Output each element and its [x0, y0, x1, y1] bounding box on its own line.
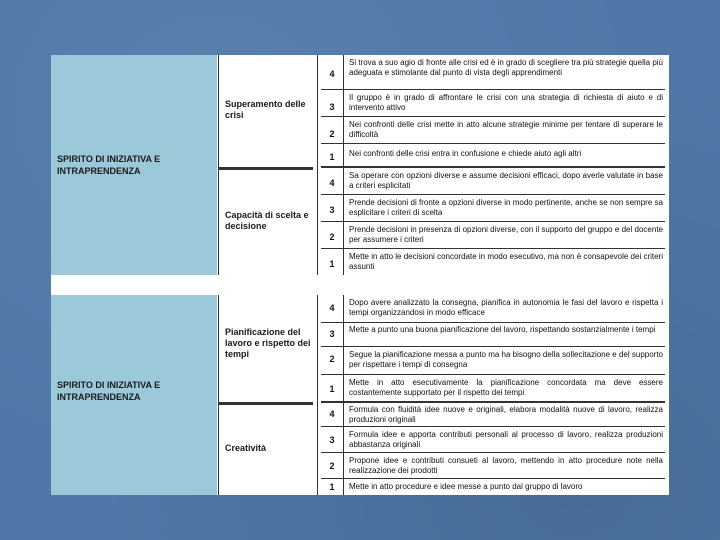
level-description: Si trova a suo agio di fronte alle crisi ed è in grado di scegliere tra più strategie quella più adeguata e stimolante dal punto di vista degli apprendimenti [349, 58, 663, 77]
level-description: Nei confronti delle crisi mette in atto alcune strategie minime per tentare di superare le difficoltà [349, 120, 663, 139]
level-number: 3 [329, 205, 335, 215]
criterion-cell [219, 168, 313, 275]
column-divider [317, 55, 318, 275]
level-number: 2 [329, 232, 335, 242]
area-column [51, 55, 217, 275]
level-row [321, 479, 665, 495]
level-number: 3 [329, 435, 335, 445]
criterion-cell [219, 55, 313, 168]
criterion-cell [219, 403, 313, 495]
level-description: Mette in atto procedure e idee messe a punto dal gruppo di lavoro [349, 482, 583, 491]
level-row [321, 427, 665, 453]
level-number: 1 [329, 482, 335, 492]
level-number: 1 [329, 259, 335, 269]
level-row [321, 347, 665, 375]
level-number: 4 [329, 303, 335, 313]
column-divider [317, 295, 318, 495]
criterion-label: Creatività [225, 443, 267, 453]
level-description: Segue la pianificazione messa a punto ma ha bisogno della sollecitazione e del supporto per rispettare i tempi di consegna [349, 350, 663, 369]
rubric-block-1 [51, 55, 669, 275]
level-row [321, 90, 665, 117]
level-number: 4 [329, 409, 335, 419]
level-description: Dopo avere analizzato la consegna, pianifica in autonomia le fasi del lavoro e rispetta i tempi organizzandosi in modo efficace [349, 298, 663, 317]
level-row [321, 375, 665, 403]
level-number: 1 [329, 384, 335, 394]
level-row [321, 222, 665, 249]
level-description: Mette a punto una buona pianificazione del lavoro, rispettando sostanzialmente i tempi [349, 325, 656, 334]
level-row [321, 323, 665, 347]
rubric-sheet [51, 55, 669, 495]
level-description: Mette in atto le decisioni concordate in modo esecutivo, ma non è consapevole dei criteri assunti [349, 252, 663, 271]
level-number: 2 [329, 354, 335, 364]
level-description: Sa operare con opzioni diverse e assume decisioni efficaci, dopo averle valutate in base a criteri esplicitati [349, 171, 663, 190]
level-number: 2 [329, 129, 335, 139]
level-description: Formula con fluidità idee nuove e originali, elabora modalità nuove di lavoro, realizza produzioni originali [349, 405, 663, 424]
level-row [321, 295, 665, 323]
level-description: Il gruppo è in grado di affrontare le crisi con una strategia di richiesta di aiuto e di intervento attivo [349, 93, 663, 112]
level-row [321, 144, 665, 168]
level-row [321, 55, 665, 90]
area-label: SPIRITO DI INIZIATIVA E INTRAPRENDENZA [57, 154, 161, 176]
level-number: 1 [329, 152, 335, 162]
level-row [321, 195, 665, 222]
criterion-cell [219, 295, 313, 403]
criterion-label: Pianificazione del lavoro e rispetto dei tempi [225, 327, 311, 359]
area-column [51, 295, 217, 495]
level-number: 4 [329, 69, 335, 79]
level-description: Prende decisioni in presenza di opzioni diverse, con il supporto del gruppo e del docente per assumere i criteri [349, 225, 663, 244]
level-description: Mette in atto esecutivamente la pianificazione concordata ma deve essere costantemente supportato per il rispetto dei tempi [349, 378, 663, 397]
level-description: Formula idee e apporta contributi personali al processo di lavoro, realizza produzioni abbastanza originali [349, 430, 663, 449]
level-number: 2 [329, 461, 335, 471]
level-description: Propone idee e contributi consueti al lavoro, mettendo in atto procedure note nella realizzazione dei prodotti [349, 456, 663, 475]
level-row [321, 453, 665, 479]
level-row [321, 117, 665, 144]
level-description: Nei confronti delle crisi entra in confusione e chiede aiuto agli altri [349, 149, 582, 158]
criterion-label: Superamento delle crisi [225, 99, 306, 120]
level-row [321, 403, 665, 427]
level-number: 3 [329, 102, 335, 112]
criterion-label: Capacità di scelta e decisione [225, 210, 309, 231]
level-description: Prende decisioni di fronte a opzioni diverse in modo pertinente, anche se non sempre sa esplicitare i criteri di scelta [349, 198, 663, 217]
level-row [321, 249, 665, 275]
level-number: 3 [329, 329, 335, 339]
block-separator [51, 275, 669, 295]
level-row [321, 168, 665, 195]
area-label: SPIRITO DI INIZIATIVA E INTRAPRENDENZA [57, 380, 161, 402]
rubric-block-2 [51, 295, 669, 495]
level-number: 4 [329, 178, 335, 188]
